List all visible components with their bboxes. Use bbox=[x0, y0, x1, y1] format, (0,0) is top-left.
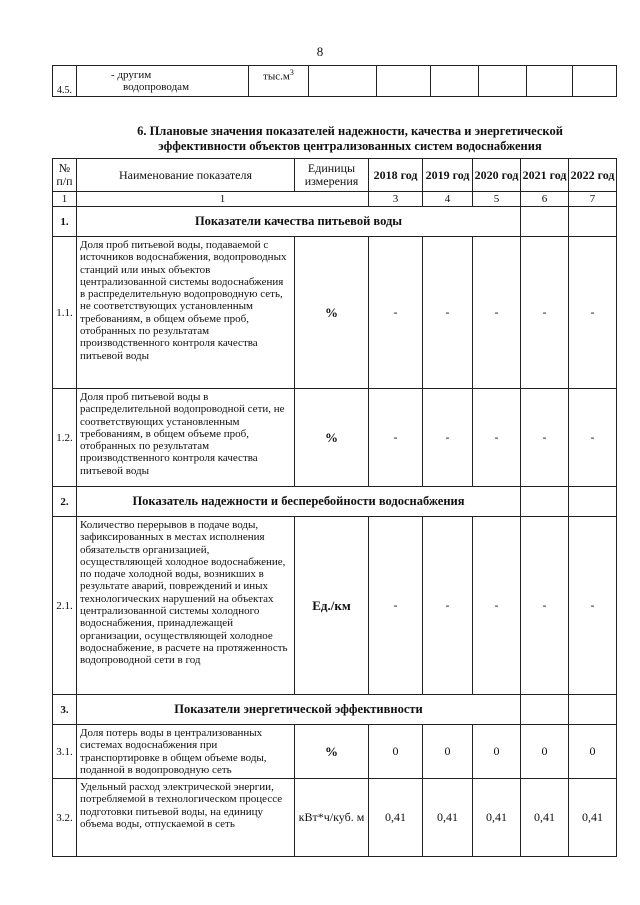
header-unit: Единицы измерения bbox=[295, 159, 369, 192]
table-row bbox=[53, 725, 617, 779]
category-title: Показатели энергетической эффективности bbox=[77, 695, 521, 725]
value-cell: - bbox=[521, 517, 569, 695]
empty-cell bbox=[431, 66, 479, 97]
value-cell: - bbox=[423, 517, 473, 695]
header-no: № п/п bbox=[53, 159, 77, 192]
indicator-name: Удельный расход электрической энергии, потребляемой в технологическом процессе подготовки питьевой воды, на единицу объема воды, отпускаемой в сеть bbox=[77, 779, 295, 857]
column-number: 7 bbox=[569, 192, 617, 207]
section-title bbox=[60, 124, 640, 154]
indicators-table bbox=[52, 158, 617, 857]
column-number: 4 bbox=[423, 192, 473, 207]
table-row bbox=[53, 66, 617, 97]
value-cell: - bbox=[369, 389, 423, 487]
section-title-line: 6. Плановые значения показателей надежности, качества и энергетической bbox=[137, 124, 563, 138]
unit-cell: % bbox=[295, 389, 369, 487]
value-cell: 0,41 bbox=[473, 779, 521, 857]
value-cell: 0 bbox=[369, 725, 423, 779]
value-cell: - bbox=[369, 517, 423, 695]
category-title: Показатель надежности и бесперебойности водоснабжения bbox=[77, 487, 521, 517]
value-cell: 0 bbox=[423, 725, 473, 779]
header-row bbox=[53, 159, 617, 192]
table-row bbox=[53, 389, 617, 487]
empty-cell bbox=[569, 487, 617, 517]
value-cell: - bbox=[369, 237, 423, 389]
value-cell: - bbox=[473, 237, 521, 389]
previous-table-tail bbox=[52, 65, 617, 97]
row-number: 3.1. bbox=[53, 725, 77, 779]
unit-cell: % bbox=[295, 237, 369, 389]
name-line: водопроводам bbox=[123, 81, 190, 93]
value-cell: 0,41 bbox=[423, 779, 473, 857]
header-name: Наименование показателя bbox=[77, 159, 295, 192]
empty-cell bbox=[573, 66, 617, 97]
indicator-name bbox=[77, 66, 249, 97]
value-cell: - bbox=[423, 237, 473, 389]
value-cell: - bbox=[569, 517, 617, 695]
empty-cell bbox=[527, 66, 573, 97]
row-number: 1.2. bbox=[53, 389, 77, 487]
unit-cell: % bbox=[295, 725, 369, 779]
value-cell: - bbox=[521, 237, 569, 389]
row-number: 4.5. bbox=[53, 66, 77, 97]
category-number: 2. bbox=[53, 487, 77, 517]
section-title-line: эффективности объектов централизованных систем водоснабжения bbox=[158, 139, 542, 153]
indicator-name: Доля проб питьевой воды в распределительной водопроводной сети, не соответствующих установленным требованиям, в общем объеме проб, отобранных по результатам производственного контроля качества питьевой воды bbox=[77, 389, 295, 487]
header-year: 2020 год bbox=[473, 159, 521, 192]
table-row bbox=[53, 237, 617, 389]
header-year: 2021 год bbox=[521, 159, 569, 192]
value-cell: 0 bbox=[521, 725, 569, 779]
indicator-name: Доля проб питьевой воды, подаваемой с источников водоснабжения, водопроводных станций или иных объектов централизованной системы водоснабжения в распределительную водопроводную сеть, не соответствующих установленным требованиям, в общем объеме проб, отобранных по результатам производственного контроля качества питьевой воды bbox=[77, 237, 295, 389]
value-cell: - bbox=[473, 389, 521, 487]
column-number-1: 1 bbox=[219, 193, 226, 205]
header-year: 2019 год bbox=[423, 159, 473, 192]
column-number: 1 bbox=[53, 192, 77, 207]
unit-cell bbox=[249, 66, 309, 97]
value-cell: 0,41 bbox=[569, 779, 617, 857]
empty-cell bbox=[521, 207, 569, 237]
indicator-name: Количество перерывов в подаче воды, зафиксированных в местах исполнения обязательств организацией, осуществляющей холодное водоснабжение, по подаче холодной воды, возникших в результате аварий, повреждений и иных технологических нарушений на объектах централизованной системы холодного водоснабжения, принадлежащей организации, осуществляющей холодное водоснабжение, в расчете на протяженность водопроводной сети в год bbox=[77, 517, 295, 695]
column-number: 5 bbox=[473, 192, 521, 207]
value-cell: 0,41 bbox=[369, 779, 423, 857]
value-cell: 0 bbox=[473, 725, 521, 779]
value-cell: - bbox=[569, 237, 617, 389]
value-cell: - bbox=[569, 389, 617, 487]
row-number: 1.1. bbox=[53, 237, 77, 389]
empty-cell bbox=[569, 695, 617, 725]
category-number: 3. bbox=[53, 695, 77, 725]
column-number-row bbox=[53, 192, 617, 207]
name-line: - другим bbox=[111, 69, 152, 81]
empty-cell bbox=[377, 66, 431, 97]
empty-cell bbox=[309, 66, 377, 97]
table-row bbox=[53, 517, 617, 695]
value-cell: 0,41 bbox=[521, 779, 569, 857]
page-number: 8 bbox=[316, 44, 324, 59]
unit-cell: кВт*ч/куб. м bbox=[295, 779, 369, 857]
value-cell: - bbox=[521, 389, 569, 487]
unit-cell: Ед./км bbox=[295, 517, 369, 695]
value-cell: - bbox=[423, 389, 473, 487]
column-number bbox=[77, 192, 369, 207]
empty-cell bbox=[569, 207, 617, 237]
table-row bbox=[53, 779, 617, 857]
value-cell: - bbox=[473, 517, 521, 695]
row-number: 3.2. bbox=[53, 779, 77, 857]
category-row bbox=[53, 207, 617, 237]
unit-text: тыс.м bbox=[263, 70, 290, 83]
header-year: 2018 год bbox=[369, 159, 423, 192]
category-row bbox=[53, 487, 617, 517]
category-title: Показатели качества питьевой воды bbox=[77, 207, 521, 237]
row-number: 2.1. bbox=[53, 517, 77, 695]
value-cell: 0 bbox=[569, 725, 617, 779]
category-row bbox=[53, 695, 617, 725]
category-number: 1. bbox=[53, 207, 77, 237]
indicator-name: Доля потерь воды в централизованных системах водоснабжения при транспортировке в общем объеме воды, поданной в водопроводную сеть bbox=[77, 725, 295, 779]
column-number: 6 bbox=[521, 192, 569, 207]
header-year: 2022 год bbox=[569, 159, 617, 192]
empty-cell bbox=[521, 695, 569, 725]
empty-cell bbox=[479, 66, 527, 97]
empty-cell bbox=[521, 487, 569, 517]
unit-superscript: 3 bbox=[289, 68, 294, 77]
column-number: 3 bbox=[369, 192, 423, 207]
